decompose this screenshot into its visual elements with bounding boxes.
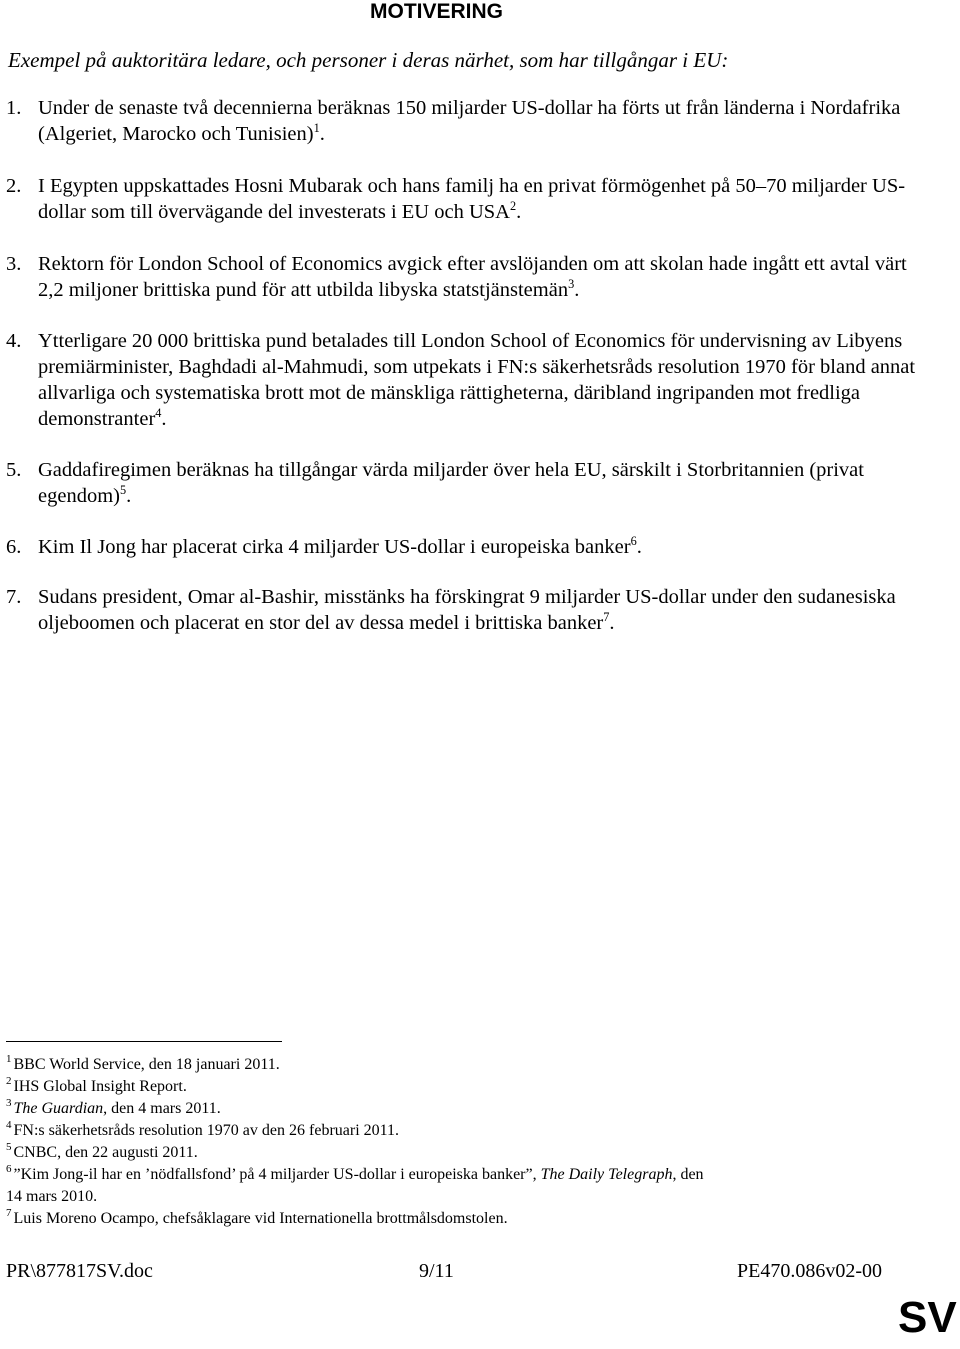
list-item bbox=[6, 457, 918, 509]
list-item-text: Kim Il Jong har placerat cirka 4 miljarder US-dollar i europeiska banker bbox=[38, 536, 631, 558]
list-item bbox=[6, 584, 918, 636]
list-item-end: . bbox=[161, 408, 167, 430]
list-item-number: 6. bbox=[6, 536, 22, 558]
list-item bbox=[6, 173, 918, 225]
footnote-ref[interactable]: 2 bbox=[509, 199, 517, 214]
footnote-number: 1 bbox=[6, 1053, 12, 1065]
list-item-text: I Egypten uppskattades Hosni Mubarak och hans familj ha en privat förmögenhet på 50–70 miljarder US-dollar som till övervägande del investerats i EU och USA bbox=[38, 175, 906, 223]
footnote-ref[interactable]: 3 bbox=[568, 277, 575, 292]
list-item bbox=[6, 95, 918, 147]
list-item-number: 7. bbox=[6, 586, 22, 608]
footnote-text: 14 mars 2010. bbox=[6, 1188, 98, 1205]
list-item-text: Gaddafiregimen beräknas ha tillgångar värda miljarder över hela EU, särskilt i Storbritannien (privat egendom) bbox=[38, 459, 864, 507]
list-item-number: 3. bbox=[6, 253, 22, 275]
page-number: 9/11 bbox=[419, 1260, 454, 1282]
footnote-text: , den bbox=[672, 1166, 704, 1183]
list-item bbox=[6, 534, 918, 560]
list-item-end: . bbox=[609, 612, 615, 634]
list-item-text: Under de senaste två decennierna beräknas 150 miljarder US-dollar ha förts ut från länderna i Nordafrika (Algeriet, Marocko och Tunisien) bbox=[38, 97, 901, 145]
footnote-text: CNBC, den 22 augusti 2011. bbox=[13, 1144, 198, 1161]
footnote-number: 5 bbox=[6, 1141, 12, 1153]
list-item-number: 1. bbox=[6, 97, 22, 119]
intro-text: Exempel på auktoritära ledare, och personer i deras närhet, som har tillgångar i EU: bbox=[8, 48, 729, 72]
list-item-end: . bbox=[126, 485, 132, 507]
list-item-end: . bbox=[636, 536, 642, 558]
footnote-ref[interactable]: 4 bbox=[155, 406, 162, 421]
section-heading: MOTIVERING bbox=[370, 0, 504, 23]
footnote bbox=[6, 1208, 886, 1230]
footnote bbox=[6, 1076, 886, 1098]
list-item-number: 5. bbox=[6, 459, 22, 481]
footnote bbox=[6, 1098, 886, 1120]
footnote-source-title: The Guardian bbox=[13, 1100, 104, 1117]
footnote-number: 2 bbox=[6, 1075, 12, 1087]
list-item-end: . bbox=[516, 201, 522, 223]
list-item-text: Sudans president, Omar al-Bashir, misstänks ha förskingrat 9 miljarder US-dollar under den sudanesiska oljeboomen och placerat en stor del av dessa medel i brittiska banker bbox=[38, 586, 896, 634]
footnote-number: 4 bbox=[6, 1119, 12, 1131]
footnote-number: 3 bbox=[6, 1097, 12, 1109]
footnote-ref[interactable]: 5 bbox=[119, 483, 127, 498]
footnote-number: 7 bbox=[6, 1207, 12, 1219]
footnote bbox=[6, 1164, 886, 1208]
list-item-text: Ytterligare 20 000 brittiska pund betalades till London School of Economics för undervisning av Libyens premiärminister, Baghdadi al-Mahmudi, som utpekats i FN:s säkerhetsråds resolution 1970 för bland annat allvarliga och systematiska brott mot de mänskliga rättigheterna, däribland ingripanden mot fredliga demonstranter bbox=[38, 330, 916, 430]
page-footer bbox=[6, 1258, 882, 1284]
list-item-number: 4. bbox=[6, 330, 22, 352]
footnote bbox=[6, 1142, 886, 1164]
list-item-end: . bbox=[319, 123, 325, 145]
footnote-number: 6 bbox=[6, 1163, 12, 1175]
footnote-ref[interactable]: 6 bbox=[630, 534, 637, 549]
document-reference: PR\877817SV.doc bbox=[6, 1260, 153, 1282]
footnote-source-title: The Daily Telegraph bbox=[540, 1166, 673, 1183]
list-item bbox=[6, 251, 918, 303]
footnote-text: Luis Moreno Ocampo, chefsåklagare vid Internationella brottmålsdomstolen. bbox=[13, 1210, 508, 1227]
footnote-text: IHS Global Insight Report. bbox=[13, 1078, 187, 1095]
list-item-end: . bbox=[574, 279, 580, 301]
footnote bbox=[6, 1120, 886, 1142]
footnote-ref[interactable]: 1 bbox=[313, 121, 320, 136]
language-code: SV bbox=[898, 1293, 957, 1342]
footnote-text: ”Kim Jong-il har en ’nödfallsfond’ på 4 miljarder US-dollar i europeiska banker”, bbox=[13, 1166, 541, 1183]
footnote-ref[interactable]: 7 bbox=[603, 610, 610, 625]
footnote-separator bbox=[6, 1041, 282, 1042]
list-item bbox=[6, 328, 918, 432]
footnote bbox=[6, 1054, 886, 1076]
footnote-text: FN:s säkerhetsråds resolution 1970 av den 26 februari 2011. bbox=[13, 1122, 400, 1139]
document-version: PE470.086v02-00 bbox=[737, 1260, 882, 1282]
footnote-text: , den 4 mars 2011. bbox=[103, 1100, 221, 1117]
list-item-number: 2. bbox=[6, 175, 22, 197]
footnotes bbox=[6, 1054, 886, 1230]
footnote-text: BBC World Service, den 18 januari 2011. bbox=[13, 1056, 280, 1073]
list-item-text: Rektorn för London School of Economics avgick efter avslöjanden om att skolan hade ingått ett avtal värt 2,2 miljoner brittiska pund för att utbilda libyska statstjänstemän bbox=[38, 253, 907, 301]
